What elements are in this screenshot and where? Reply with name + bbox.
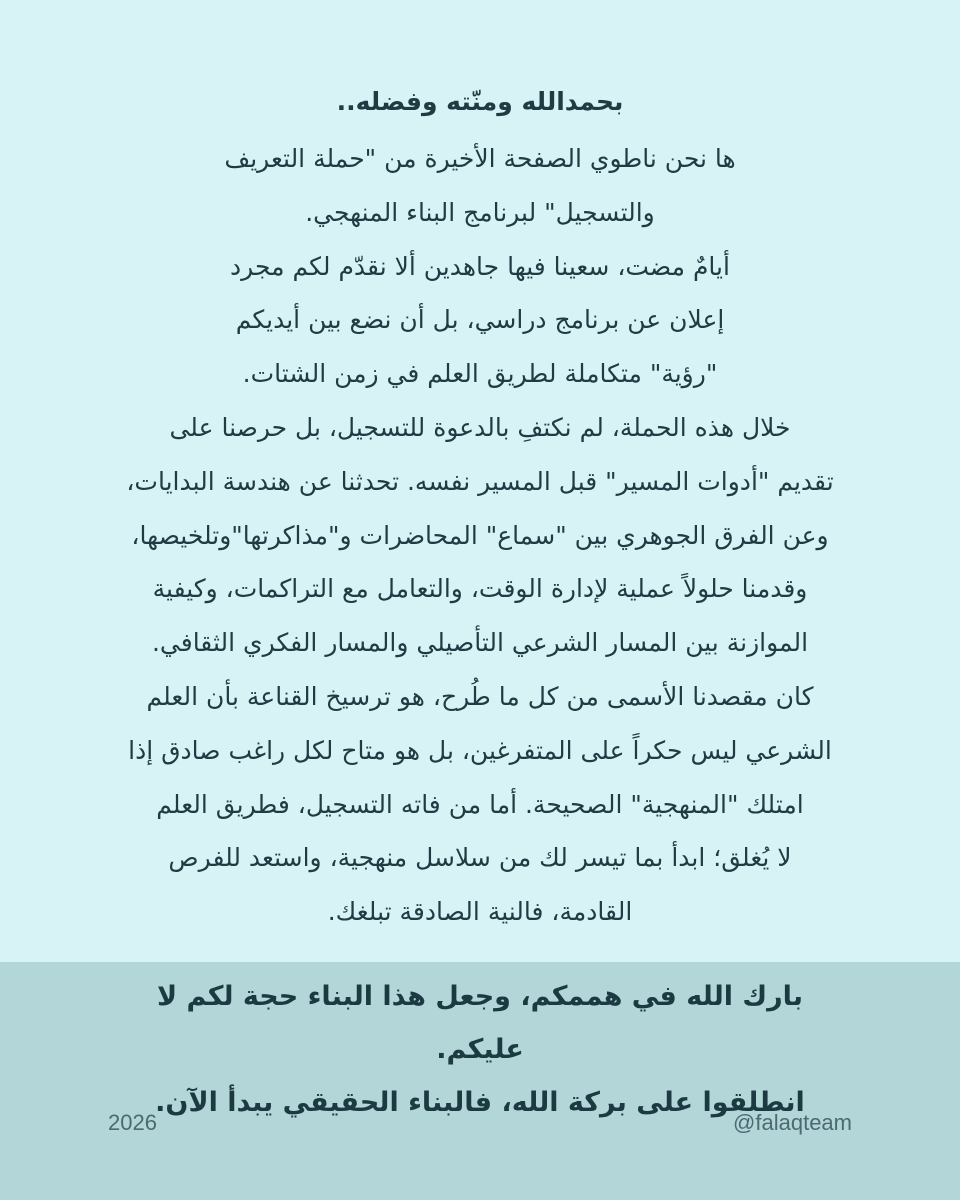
text-line: الموازنة بين المسار الشرعي التأصيلي والمسار الفكري الثقافي. [151, 628, 809, 658]
text-line: وعن الفرق الجوهري بين "سماع" المحاضرات و"مذاكرتها"وتلخيصها، [131, 520, 829, 550]
main-text [110, 82, 850, 939]
closing-message [130, 970, 830, 1129]
text-line: خلال هذه الحملة، لم نكتفِ بالدعوة للتسجيل، بل حرصنا على [169, 412, 791, 442]
text-line: أيامٌ مضت، سعينا فيها جاهدين ألا نقدّم لكم مجرد [230, 251, 730, 281]
text-line: "رؤية" متكاملة لطريق العلم في زمن الشتات. [242, 359, 718, 389]
text-line: امتلك "المنهجية" الصحيحة. أما من فاته التسجيل، فطريق العلم [156, 789, 804, 819]
text-line: ها نحن ناطوي الصفحة الأخيرة من "حملة التعريف [224, 144, 736, 173]
text-line: الشرعي ليس حكراً على المتفرغين، بل هو متاح لكل راغب صادق إذا [128, 735, 832, 765]
paragraph-intro [110, 132, 850, 240]
text-line: كان مقصدنا الأسمى من كل ما طُرح، هو ترسيخ القناعة بأن العلم [146, 681, 814, 711]
paragraph-campaign [110, 401, 850, 670]
text-line: إعلان عن برنامج دراسي، بل أن نضع بين أيديكم [235, 305, 725, 335]
footer-handle: @falaqteam [733, 1110, 852, 1135]
paragraph-goal [110, 670, 850, 939]
text-line: تقديم "أدوات المسير" قبل المسير نفسه. تحدثنا عن هندسة البدايات، [126, 466, 834, 496]
text-line: وقدمنا حلولاً عملية لإدارة الوقت، والتعامل مع التراكمات، وكيفية [152, 574, 808, 604]
footer-year: 2026 [108, 1110, 157, 1135]
text-line: القادمة، فالنية الصادقة تبلغك. [327, 897, 633, 927]
closing-line-start: انطلقوا على بركة الله، فالبناء الحقيقي يبدأ الآن. [155, 1087, 805, 1118]
closing-line-blessing: بارك الله في هممكم، وجعل هذا البناء حجة لكم لا عليكم. [157, 981, 803, 1065]
text-line: والتسجيل" لبرنامج البناء المنهجي. [305, 197, 655, 227]
text-line: لا يُغلق؛ ابدأ بما تيسر لك من سلاسل منهجية، واستعد للفرص [168, 843, 792, 873]
opening-heading: بحمدالله ومنّته وفضله.. [336, 87, 624, 116]
paragraph-days [110, 240, 850, 401]
